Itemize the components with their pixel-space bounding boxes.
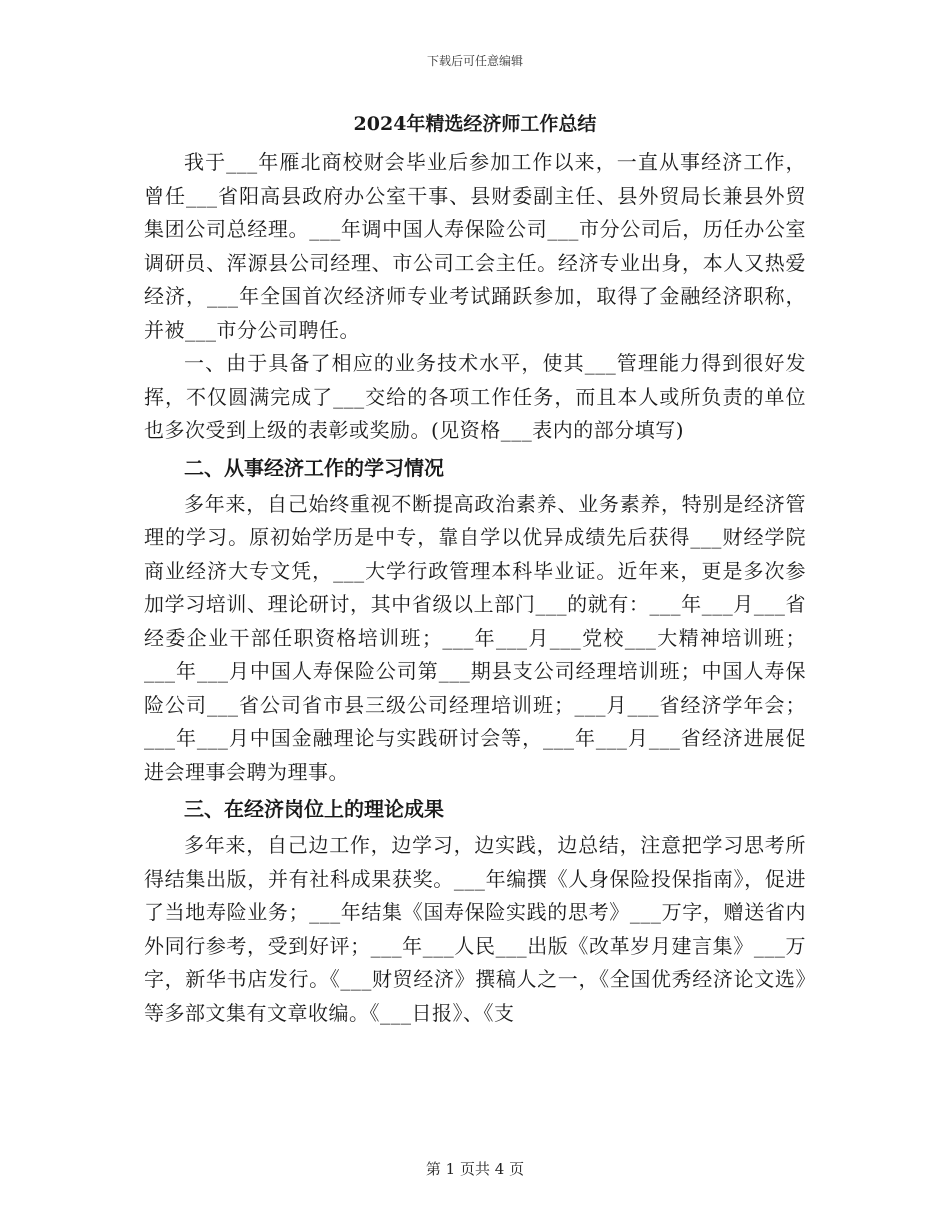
paragraph-section-3: 多年来，自己边工作，边学习，边实践，边总结，注意把学习思考所得结集出版，并有社科成果获奖。___年编撰《人身保险投保指南》，促进了当地寿险业务；___年结集《国寿保险实践的思考》___万字，赠送省内外同行参考，受到好评；___年___人民___出版《改革岁月建言集》___万字，新华书店发行。《___财贸经济》撰稿人之一，《全国优秀经济论文选》等多部文集有文章收编。《___日报》、《支 xyxy=(144,833,806,1025)
section-heading-2: 二、从事经济工作的学习情况 xyxy=(184,455,444,480)
paragraph-section-1: 一、由于具备了相应的业务技术水平，使其___管理能力得到很好发挥，不仅圆满完成了___交给的各项工作任务，而且本人或所负责的单位也多次受到上级的表彰或奖励。(见资格___表内的部分填写) xyxy=(144,351,806,442)
page-footer: 第 1 页共 4 页 xyxy=(425,1160,525,1178)
section-heading-3: 三、在经济岗位上的理论成果 xyxy=(184,797,444,821)
header-note: 下载后可任意编辑 xyxy=(426,54,523,68)
document-title: 2024年精选经济师工作总结 xyxy=(353,113,597,135)
document-body xyxy=(144,110,806,1030)
paragraph-section-2: 多年来，自己始终重视不断提高政治素养、业务素养，特别是经济管理的学习。原初始学历是中专，靠自学以优异成绩先后获得___财经学院商业经济大专文凭，___大学行政管理本科毕业证。近年来，更是多次参加学习培训、理论研讨，其中省级以上部门___的就有：___年___月___省经委企业干部任职资格培训班；___年___月___党校___大精神培训班；___年___月中国人寿保险公司第___期县支公司经理培训班；中国人寿保险公司___省公司省市县三级公司经理培训班；___月___省经济学年会；___年___月中国金融理论与实践研讨会等，___年___月___省经济进展促进会理事会聘为理事。 xyxy=(144,491,806,784)
paragraph-intro: 我于___年雁北商校财会毕业后参加工作以来，一直从事经济工作，曾任___省阳高县政府办公室干事、县财委副主任、县外贸局长兼县外贸集团公司总经理。___年调中国人寿保险公司___市分公司后，历任办公室调研员、浑源县公司经理、市公司工会主任。经济专业出身，本人又热爱经济，___年全国首次经济师专业考试踊跃参加，取得了金融经济职称，并被___市分公司聘任。 xyxy=(144,150,806,342)
